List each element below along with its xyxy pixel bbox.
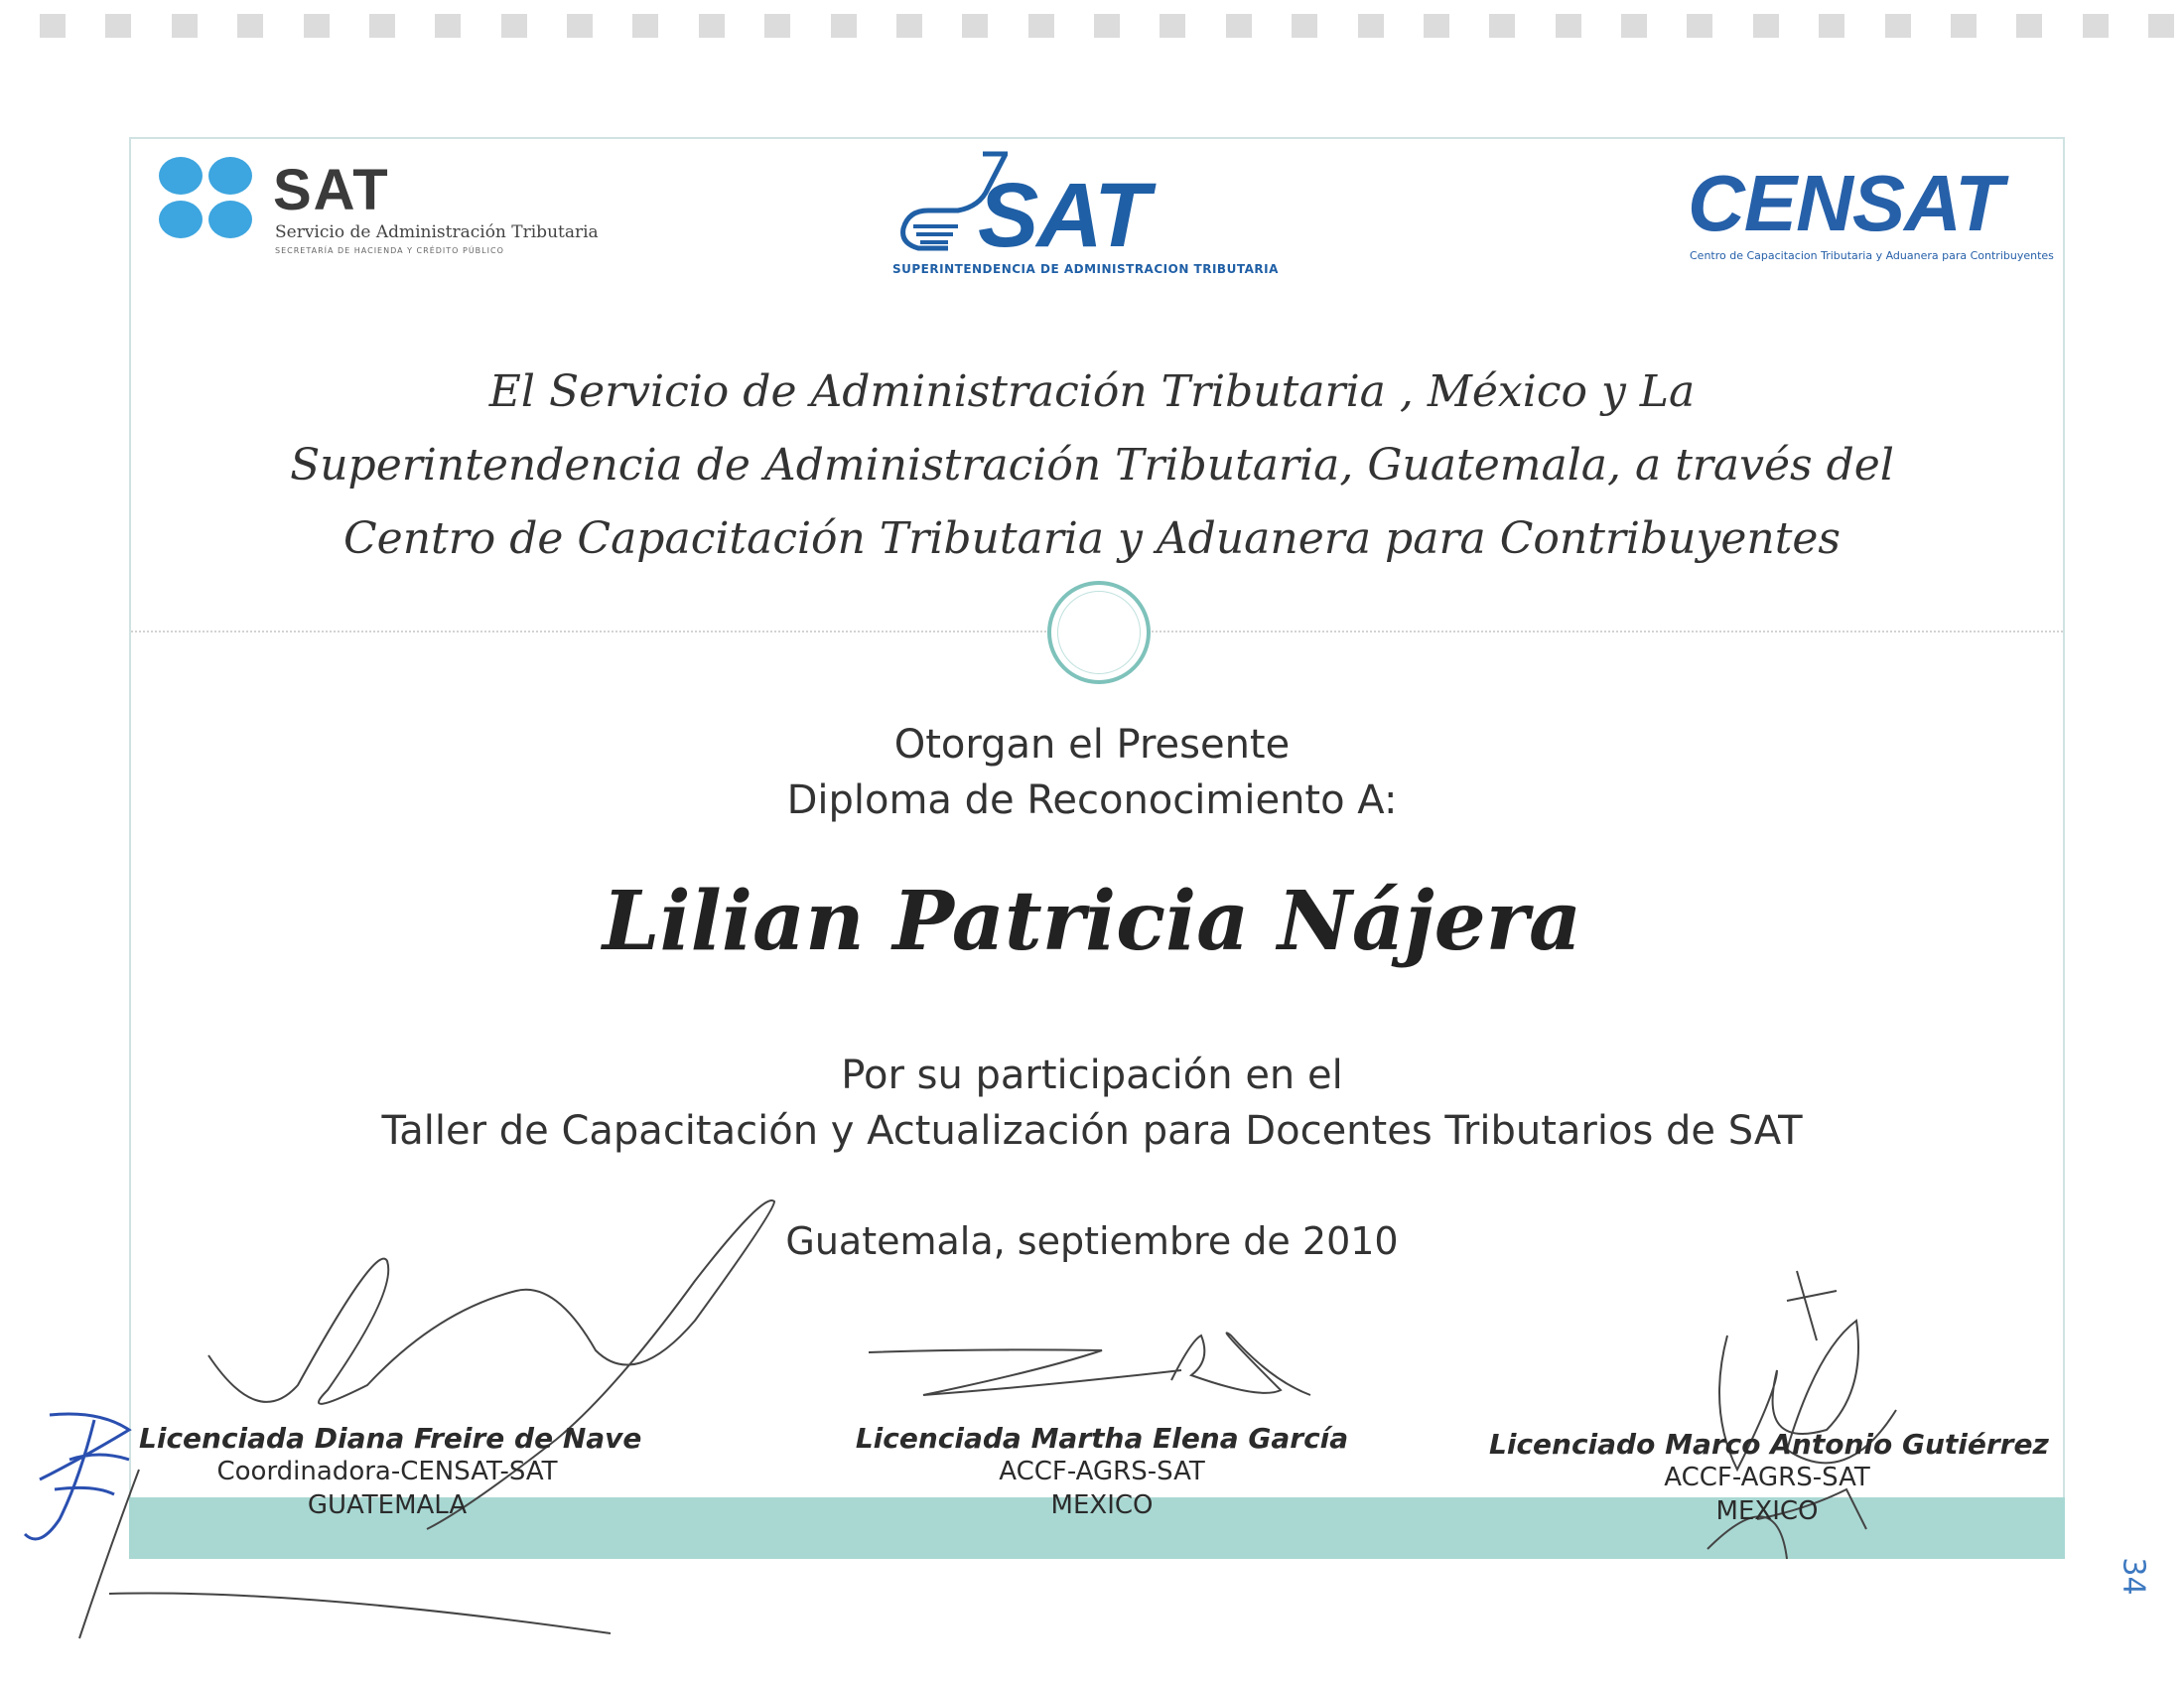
blue-initials-stroke [25, 1414, 129, 1539]
signatory-3 [1489, 1428, 2049, 1528]
signatory-2-location: MEXICO [1050, 1490, 1154, 1520]
heading-line-2: Superintendencia de Administración Tributaria, Guatemala, a través del [290, 440, 1894, 491]
sat-guatemala-logo-subtitle: SUPERINTENDENCIA DE ADMINISTRACION TRIBUTARIA [892, 262, 1279, 276]
signatory-3-location: MEXICO [1715, 1496, 1819, 1526]
grant-line-2: Diploma de Reconocimiento A: [786, 777, 1398, 823]
participation-line-1: Por su participación en el [841, 1053, 1343, 1098]
sat-mexico-logo-subtitle: Servicio de Administración Tributaria [275, 222, 599, 242]
signature-2-stroke [869, 1333, 1310, 1395]
signatory-1-location: GUATEMALA [307, 1490, 468, 1520]
censat-logo-name: CENSAT [1688, 159, 2002, 247]
censat-logo-subtitle: Centro de Capacitacion Tributaria y Aduanera para Contribuyentes [1690, 249, 2054, 262]
sat-mexico-logo-name: SAT [273, 158, 390, 222]
page-number: 34 [2116, 1557, 2151, 1596]
participation-line-2: Taller de Capacitación y Actualización para Docentes Tributarios de SAT [381, 1108, 1803, 1154]
signatory-1-role: Coordinadora-CENSAT-SAT [216, 1457, 558, 1486]
signatory-3-role: ACCF-AGRS-SAT [1664, 1463, 1870, 1492]
issue-date: Guatemala, septiembre de 2010 [785, 1219, 1399, 1263]
signatory-3-name: Licenciado Marco Antonio Gutiérrez [1489, 1428, 2049, 1461]
signatory-1-name: Licenciada Diana Freire de Nave [139, 1422, 642, 1455]
grant-line-1: Otorgan el Presente [893, 722, 1291, 768]
heading-line-1: El Servicio de Administración Tributaria , México y La [488, 366, 1696, 417]
signatory-2 [844, 1422, 1360, 1522]
sat-guatemala-logo-name: SAT [978, 165, 1149, 266]
signature-1-stroke [79, 1470, 139, 1638]
signatory-2-role: ACCF-AGRS-SAT [999, 1457, 1205, 1486]
signatory-1 [139, 1422, 642, 1522]
signature-1-stroke [109, 1594, 611, 1634]
recipient-name: Lilian Patricia Nájera [602, 874, 1582, 969]
sat-mexico-logo-small-text: SECRETARÍA DE HACIENDA Y CRÉDITO PÚBLICO [275, 246, 504, 255]
heading-line-3: Centro de Capacitación Tributaria y Aduanera para Contribuyentes [342, 513, 1842, 564]
signatory-2-name: Licenciada Martha Elena García [855, 1422, 1349, 1455]
